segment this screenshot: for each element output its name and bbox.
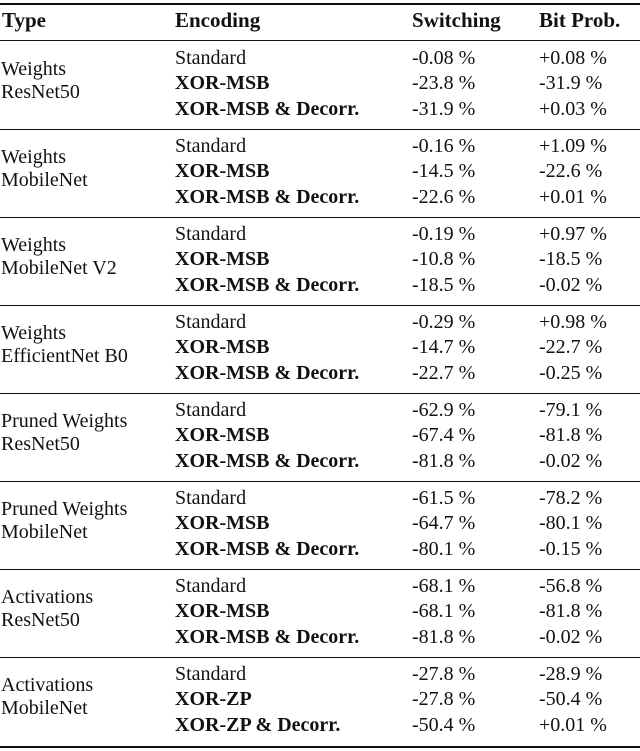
table-row: [0, 449, 640, 474]
type-line: ResNet50: [1, 81, 80, 103]
bit-prob-cell: -0.02 %: [539, 626, 603, 648]
bit-prob-cell: -22.6 %: [539, 160, 603, 182]
switching-cell: -67.4 %: [412, 424, 476, 446]
bottom-rule: [0, 746, 640, 748]
type-line: MobileNet: [1, 521, 88, 543]
table-group: [0, 394, 640, 482]
table-group: [0, 570, 640, 658]
bit-prob-cell: -0.02 %: [539, 450, 603, 472]
switching-cell: -81.8 %: [412, 626, 476, 648]
switching-cell: -27.8 %: [412, 663, 476, 685]
table-row: [0, 97, 640, 122]
switching-cell: -18.5 %: [412, 274, 476, 296]
type-line: Weights: [1, 58, 67, 80]
switching-cell: -50.4 %: [412, 714, 476, 736]
switching-cell: -80.1 %: [412, 538, 476, 560]
type-line: Activations: [1, 674, 94, 696]
switching-cell: -22.7 %: [412, 362, 476, 384]
bit-prob-cell: +0.03 %: [539, 98, 607, 120]
switching-cell: -68.1 %: [412, 600, 476, 622]
table-row: [0, 713, 640, 738]
encoding-cell: XOR-MSB: [175, 600, 270, 622]
encoding-cell: Standard: [175, 663, 247, 685]
bit-prob-cell: -28.9 %: [539, 663, 603, 685]
type-line: MobileNet: [1, 697, 88, 719]
switching-cell: -61.5 %: [412, 487, 476, 509]
encoding-cell: XOR-MSB & Decorr.: [175, 274, 360, 296]
switching-cell: -81.8 %: [412, 450, 476, 472]
bit-prob-cell: +0.08 %: [539, 47, 607, 69]
type-line: MobileNet V2: [1, 257, 117, 279]
switching-cell: -0.29 %: [412, 311, 476, 333]
bit-prob-cell: -78.2 %: [539, 487, 603, 509]
table-row: [0, 310, 640, 335]
bit-prob-cell: +0.01 %: [539, 186, 607, 208]
encoding-cell: Standard: [175, 223, 247, 245]
encoding-cell: Standard: [175, 399, 247, 421]
table-row: [0, 222, 640, 247]
encoding-cell: XOR-MSB & Decorr.: [175, 538, 360, 560]
switching-cell: -23.8 %: [412, 72, 476, 94]
header-encoding: Encoding: [175, 8, 261, 32]
table-row: [0, 511, 640, 536]
table-row: [0, 159, 640, 184]
table-group: [0, 658, 640, 746]
table-row: [0, 335, 640, 360]
table-row: [0, 662, 640, 687]
type-line: Activations: [1, 586, 94, 608]
table-row: [0, 361, 640, 386]
encoding-cell: XOR-MSB & Decorr.: [175, 362, 360, 384]
encoding-cell: XOR-ZP: [175, 688, 252, 710]
switching-cell: -22.6 %: [412, 186, 476, 208]
encoding-cell: Standard: [175, 47, 247, 69]
encoding-cell: XOR-MSB: [175, 512, 270, 534]
type-line: Pruned Weights: [1, 410, 128, 432]
table-row: [0, 423, 640, 448]
type-line: ResNet50: [1, 609, 80, 631]
table-group: [0, 42, 640, 130]
type-line: Weights: [1, 322, 67, 344]
table-group: [0, 482, 640, 570]
switching-cell: -14.5 %: [412, 160, 476, 182]
switching-cell: -31.9 %: [412, 98, 476, 120]
table-row: [0, 486, 640, 511]
table-row: [0, 537, 640, 562]
bit-prob-cell: -80.1 %: [539, 512, 603, 534]
table-row: [0, 46, 640, 71]
bit-prob-cell: -18.5 %: [539, 248, 603, 270]
switching-cell: -14.7 %: [412, 336, 476, 358]
switching-cell: -64.7 %: [412, 512, 476, 534]
switching-cell: -0.19 %: [412, 223, 476, 245]
bit-prob-cell: -81.8 %: [539, 600, 603, 622]
header-row: [0, 6, 640, 36]
type-line: MobileNet: [1, 169, 88, 191]
bit-prob-cell: -79.1 %: [539, 399, 603, 421]
type-line: Weights: [1, 234, 67, 256]
encoding-cell: Standard: [175, 135, 247, 157]
bit-prob-cell: -0.15 %: [539, 538, 603, 560]
table-row: [0, 247, 640, 272]
switching-cell: -62.9 %: [412, 399, 476, 421]
switching-cell: -27.8 %: [412, 688, 476, 710]
table-row: [0, 599, 640, 624]
table-group: [0, 218, 640, 306]
table-row: [0, 71, 640, 96]
header-type: Type: [2, 8, 46, 32]
encoding-cell: Standard: [175, 575, 247, 597]
bit-prob-cell: -50.4 %: [539, 688, 603, 710]
top-rule: [0, 3, 640, 5]
table-row: [0, 625, 640, 650]
table-row: [0, 134, 640, 159]
encoding-cell: XOR-MSB: [175, 336, 270, 358]
bit-prob-cell: -31.9 %: [539, 72, 603, 94]
encoding-cell: Standard: [175, 487, 247, 509]
table-row: [0, 398, 640, 423]
bit-prob-cell: -0.25 %: [539, 362, 603, 384]
encoding-cell: Standard: [175, 311, 247, 333]
table-group: [0, 130, 640, 218]
header-rule: [0, 40, 640, 41]
encoding-cell: XOR-MSB: [175, 160, 270, 182]
bit-prob-cell: -0.02 %: [539, 274, 603, 296]
bit-prob-cell: -56.8 %: [539, 575, 603, 597]
encoding-cell: XOR-MSB: [175, 72, 270, 94]
encoding-cell: XOR-MSB & Decorr.: [175, 450, 360, 472]
encoding-cell: XOR-ZP & Decorr.: [175, 714, 341, 736]
type-line: Weights: [1, 146, 67, 168]
table-row: [0, 687, 640, 712]
switching-cell: -0.08 %: [412, 47, 476, 69]
type-line: Pruned Weights: [1, 498, 128, 520]
bit-prob-cell: -22.7 %: [539, 336, 603, 358]
bit-prob-cell: +0.98 %: [539, 311, 607, 333]
encoding-cell: XOR-MSB: [175, 248, 270, 270]
header-bit-prob: Bit Prob.: [539, 8, 621, 32]
switching-cell: -0.16 %: [412, 135, 476, 157]
table-group: [0, 306, 640, 394]
encoding-cell: XOR-MSB & Decorr.: [175, 98, 360, 120]
encoding-cell: XOR-MSB & Decorr.: [175, 186, 360, 208]
switching-cell: -10.8 %: [412, 248, 476, 270]
bit-prob-cell: +0.97 %: [539, 223, 607, 245]
table-row: [0, 185, 640, 210]
encoding-cell: XOR-MSB & Decorr.: [175, 626, 360, 648]
switching-cell: -68.1 %: [412, 575, 476, 597]
table-row: [0, 574, 640, 599]
bit-prob-cell: -81.8 %: [539, 424, 603, 446]
bit-prob-cell: +0.01 %: [539, 714, 607, 736]
table-row: [0, 273, 640, 298]
type-line: EfficientNet B0: [1, 345, 128, 367]
bit-prob-cell: +1.09 %: [539, 135, 607, 157]
type-line: ResNet50: [1, 433, 80, 455]
header-switching: Switching: [412, 8, 501, 32]
encoding-cell: XOR-MSB: [175, 424, 270, 446]
